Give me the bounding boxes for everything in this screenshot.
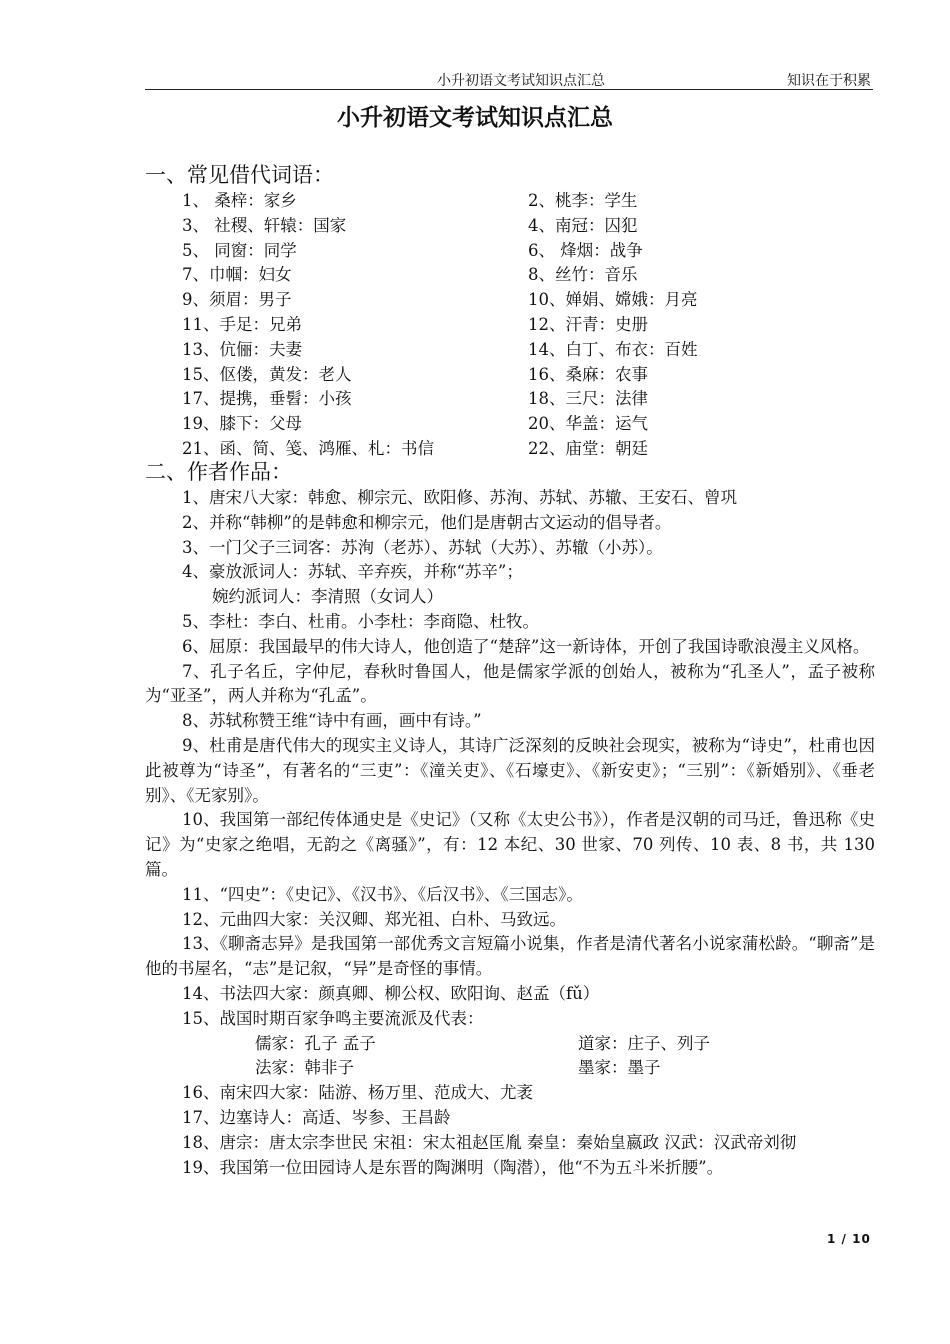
vocab-item: 21、函、简、笺、鸿雁、札：书信 (182, 438, 434, 458)
list-item: 16、南宋四大家：陆游、杨万里、范成大、尤袤 (182, 1083, 533, 1103)
vocab-row (182, 189, 782, 214)
vocab-item: 1、 桑梓：家乡 (182, 191, 297, 210)
vocab-row (182, 313, 782, 338)
vocab-item: 10、婵娟、嫦娥：月亮 (528, 290, 698, 310)
header-rule (145, 89, 873, 90)
vocab-row (182, 338, 782, 363)
list-item: 4、豪放派词人：苏轼、辛弃疾，并称“苏辛”； (182, 562, 523, 582)
school-item: 墨家：墨子 (578, 1058, 661, 1078)
vocab-row (182, 263, 782, 288)
list-item: 6、屈原：我国最早的伟大诗人，他创造了“楚辞”这一新诗体，开创了我国诗歌浪漫主义风格。 (182, 636, 870, 656)
list-item: 8、苏轼称赞王维“诗中有画，画中有诗。” (182, 711, 482, 731)
school-item: 道家：庄子、列子 (578, 1033, 710, 1053)
document-title: 小升初语文考试知识点汇总 (337, 105, 613, 131)
vocab-item: 17、提携，垂髫：小孩 (182, 389, 352, 409)
vocab-item: 16、桑麻：农事 (528, 364, 648, 384)
list-item: 13、《聊斋志异》是我国第一部优秀文言短篇小说集，作者是清代著名小说家蒲松龄。“聊斋”是他的书屋名，“志”是记叙，“异”是奇怪的事情。 (145, 934, 875, 979)
vocab-item: 12、汗青：史册 (528, 314, 648, 334)
list-item: 2、并称“韩柳”的是韩愈和柳宗元，他们是唐朝古文运动的倡导者。 (182, 512, 672, 532)
list-item: 3、一门父子三词客：苏洵（老苏）、苏轼（大苏）、苏辙（小苏）。 (182, 537, 663, 557)
vocab-row (182, 412, 782, 437)
vocab-item: 11、手足：兄弟 (182, 314, 302, 334)
vocab-item: 14、白丁、布衣：百姓 (528, 339, 698, 359)
list-item: 19、我国第一位田园诗人是东晋的陶渊明（陶潜），他“不为五斗米折腰”。 (182, 1157, 724, 1177)
vocab-item: 9、须眉：男子 (182, 290, 292, 310)
vocab-list (182, 189, 782, 462)
list-item: 1、唐宋八大家：韩愈、柳宗元、欧阳修、苏洵、苏轼、苏辙、王安石、曾巩 (182, 488, 737, 507)
vocab-item: 5、 同窗：同学 (182, 240, 297, 260)
vocab-item: 22、庙堂：朝廷 (528, 438, 648, 458)
list-item: 17、边塞诗人：高适、岑参、王昌龄 (182, 1107, 451, 1127)
vocab-item: 4、南冠：囚犯 (528, 215, 638, 235)
vocab-item: 3、 社稷、轩辕：国家 (182, 215, 347, 235)
school-item: 儒家：孔子 孟子 (255, 1033, 376, 1053)
vocab-item: 7、巾帼：妇女 (182, 265, 292, 285)
list-item: 12、元曲四大家：关汉卿、郑光祖、白朴、马致远。 (182, 909, 566, 929)
list-item: 18、唐宗：唐太宗李世民 宋祖：宋太祖赵匡胤 秦皇：秦始皇嬴政 汉武：汉武帝刘彻 (182, 1132, 797, 1152)
list-item: 11、“四史”：《史记》、《汉书》、《后汉书》、《三国志》。 (182, 884, 583, 904)
list-item: 7、孔子名丘，字仲尼，春秋时鲁国人，他是儒家学派的创始人，被称为“孔圣人”，孟子被称为“亚圣”，两人并称为“孔孟”。 (145, 661, 875, 706)
author-works-list (145, 486, 875, 1180)
vocab-item: 13、伉俪：夫妻 (182, 339, 302, 359)
list-item: 14、书法四大家：颜真卿、柳公权、欧阳询、赵孟（fǔ） (182, 983, 600, 1003)
vocab-item: 19、膝下：父母 (182, 414, 302, 434)
vocab-item: 2、桃李：学生 (528, 191, 638, 210)
header-motto: 知识在于积累 (787, 73, 871, 89)
vocab-item: 6、 烽烟：战争 (528, 240, 643, 260)
list-item: 9、杜甫是唐代伟大的现实主义诗人，其诗广泛深刻的反映社会现实，被称为“诗史”，杜甫也因此被尊为“诗圣”，有著名的“三吏”：《潼关吏》、《石壕吏》、《新安吏》；“三别”：《新婚别》、《垂老别》、《无家别》。 (145, 735, 875, 805)
vocab-row (182, 239, 782, 264)
vocab-row (182, 363, 782, 388)
vocab-row (182, 214, 782, 239)
vocab-row (182, 288, 782, 313)
section-heading-2: 二、作者作品： (145, 460, 292, 484)
school-item: 法家：韩非子 (255, 1058, 354, 1078)
list-item: 10、我国第一部纪传体通史是《史记》（又称《太史公书》），作者是汉朝的司马迁，鲁迅称《史记》为“史家之绝唱，无韵之《离骚》”，有：12 本纪、30 世家、70 列传、10 表、8 书，共 130 篇。 (145, 810, 875, 879)
section-heading-1: 一、常见借代词语： (145, 163, 334, 187)
vocab-item: 15、伛偻，黄发：老人 (182, 364, 352, 384)
vocab-item: 8、丝竹：音乐 (528, 265, 638, 285)
vocab-row (182, 387, 782, 412)
list-item: 5、李杜：李白、杜甫。小李杜：李商隐、杜牧。 (182, 611, 539, 631)
list-item: 婉约派词人：李清照（女词人） (212, 587, 443, 607)
header-title: 小升初语文考试知识点汇总 (437, 73, 605, 89)
list-item: 15、战国时期百家争鸣主要流派及代表： (182, 1008, 484, 1028)
vocab-item: 18、三尺：法律 (528, 389, 648, 409)
school-list (145, 1032, 875, 1082)
page-number: 1 / 10 (827, 1232, 871, 1246)
vocab-item: 20、华盖：运气 (528, 414, 648, 434)
